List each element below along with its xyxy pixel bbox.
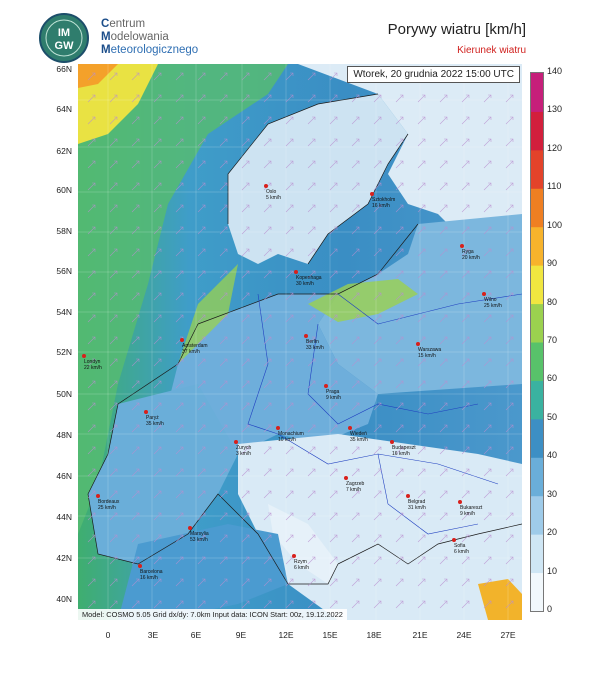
city-dot [144,410,148,414]
city-name: Bukareszt [460,505,483,511]
org-name [101,18,198,57]
colorbar-segment [531,342,543,381]
map-subtitle: Kierunek wiatru [457,45,526,56]
lon-label-9E: 9E [235,630,247,640]
city-gust-value: 16 km/h [372,202,390,209]
colorbar-segment [531,227,543,266]
city-marker-1 [372,198,395,209]
city-name: Londyn [84,359,101,365]
city-gust-value: 35 km/h [350,436,368,443]
city-marker-7 [418,348,441,359]
colorbar-tick-100: 100 [547,219,563,230]
city-gust-value: 16 km/h [140,574,158,581]
colorbar [530,72,544,612]
colorbar-segment [531,111,543,150]
city-dot [452,538,456,542]
city-marker-21 [294,560,309,571]
city-dot [82,354,86,358]
city-gust-value: 15 km/h [418,352,436,359]
city-dot [406,494,410,498]
city-marker-10 [146,416,164,427]
city-marker-15 [346,482,364,493]
city-marker-20 [454,544,469,555]
city-marker-11 [278,432,304,443]
city-name: Ryga [462,249,474,255]
lon-label-3E: 3E [147,630,159,640]
lat-label-48N: 48N [56,430,72,440]
city-dot [304,334,308,338]
city-gust-value: 35 km/h [146,420,164,427]
colorbar-tick-90: 90 [547,258,558,269]
map-canvas [78,64,522,620]
colorbar-segment [531,496,543,535]
logo-text-bottom: GW [54,40,74,52]
city-dot [138,564,142,568]
city-gust-value: 6 km/h [454,548,470,555]
model-info-footer: Model: COSMO 5.05 Grid dx/dy: 7.0km Input data: ICON Start: 00z, 19.12.2022 [78,609,347,620]
city-marker-3 [296,276,322,287]
colorbar-segment [531,380,543,419]
city-dot [96,494,100,498]
city-dot [294,270,298,274]
city-dot [460,244,464,248]
city-name: Paryż [146,415,159,421]
city-marker-18 [460,506,482,517]
city-name: Wiedeń [350,431,367,437]
city-marker-14 [236,446,251,457]
city-name: Zagrzeb [346,481,365,487]
city-marker-22 [140,570,163,581]
city-dot [276,426,280,430]
lon-label-6E: 6E [190,630,202,640]
city-name: Oslo [266,189,277,195]
colorbar-segment [531,457,543,496]
colorbar-tick-140: 140 [547,66,563,76]
city-name: Marsylia [190,531,209,537]
org-logo [38,12,90,64]
city-name: Belgrad [408,499,426,505]
colorbar-segment [531,304,543,343]
city-gust-value: 16 km/h [392,450,410,457]
city-gust-value: 6 km/h [294,564,310,571]
wind-gust-map [78,64,522,620]
city-name: Praga [326,389,340,395]
city-name: Warszawa [418,347,442,353]
org-line1-rest: entrum [109,18,146,30]
city-gust-value: 25 km/h [484,302,502,309]
city-gust-value: 20 km/h [462,254,480,261]
colorbar-segment [531,265,543,304]
org-line2-rest: odelowania [110,31,169,43]
colorbar-ramp [531,73,543,611]
city-dot [188,526,192,530]
org-line2-initial: M [101,31,111,43]
city-dot [234,440,238,444]
colorbar-tick-0: 0 [547,604,553,614]
city-dot [458,500,462,504]
city-name: Bordeaux [98,499,120,505]
city-dot [344,476,348,480]
org-line3-initial: M [101,44,111,56]
city-dot [416,342,420,346]
colorbar-tick-120: 120 [547,142,563,153]
colorbar-tick-50: 50 [547,411,558,422]
city-marker-0 [266,190,281,201]
lat-label-50N: 50N [56,389,72,399]
city-gust-value: 31 km/h [408,504,426,511]
city-marker-17 [408,500,426,511]
lat-label-60N: 60N [56,185,72,195]
lon-label-18E: 18E [366,630,382,640]
city-marker-19 [190,532,209,543]
city-name: Sztokholm [372,197,396,203]
city-name: Wilno [484,297,497,303]
colorbar-tick-30: 30 [547,488,558,499]
city-name: Rzym [294,559,307,565]
city-gust-value: 25 km/h [98,504,116,511]
city-name: Barcelona [140,569,163,575]
lon-label-27E: 27E [500,630,516,640]
lon-label-24E: 24E [456,630,472,640]
city-marker-4 [484,298,502,309]
lon-label-15E: 15E [322,630,338,640]
city-gust-value: 9 km/h [460,510,476,517]
city-dot [390,440,394,444]
city-dot [264,184,268,188]
map-title: Porywy wiatru [km/h] [387,21,526,38]
colorbar-tick-60: 60 [547,373,558,384]
lat-label-54N: 54N [56,307,72,317]
lat-label-40N: 40N [56,594,72,604]
city-dot [292,554,296,558]
logo-text-top: IM [57,27,71,39]
colorbar-tick-110: 110 [547,181,562,192]
city-name: Budapeszt [392,445,416,451]
org-line1-initial: C [101,18,110,30]
city-dot [370,192,374,196]
city-gust-value: 3 km/h [236,450,252,457]
city-dot [348,426,352,430]
city-dot [324,384,328,388]
city-gust-value: 7 km/h [346,486,362,493]
colorbar-tick-40: 40 [547,450,558,461]
city-gust-value: 30 km/h [296,280,314,287]
city-gust-value: 33 km/h [306,344,324,351]
city-name: Berlin [306,339,319,345]
city-marker-8 [84,360,102,371]
city-marker-12 [350,432,368,443]
colorbar-segment [531,150,543,189]
lat-label-62N: 62N [56,146,72,156]
colorbar-tick-70: 70 [547,335,558,345]
lat-label-58N: 58N [56,226,72,236]
city-dot [482,292,486,296]
city-gust-value: 5 km/h [266,194,282,201]
city-marker-16 [98,500,119,511]
city-marker-2 [462,250,480,261]
city-gust-value: 22 km/h [84,364,102,371]
org-line3-rest: eteorologicznego [110,44,199,56]
lat-label-44N: 44N [56,512,72,522]
colorbar-tick-130: 130 [547,104,563,115]
colorbar-tick-20: 20 [547,527,558,538]
colorbar-tick-10: 10 [547,565,558,576]
lat-label-64N: 64N [56,104,72,114]
lat-label-46N: 46N [56,471,72,481]
city-name: Zurych [236,445,252,451]
city-gust-value: 37 km/h [182,348,200,355]
city-marker-5 [182,344,208,355]
lat-label-52N: 52N [56,347,72,357]
lat-label-56N: 56N [56,266,72,276]
city-marker-13 [392,446,416,457]
colorbar-segment [531,188,543,227]
city-name: Monachium [278,431,304,437]
colorbar-segment [531,419,543,458]
lon-label-21E: 21E [412,630,428,640]
city-gust-value: 9 km/h [326,394,342,401]
lon-label-0: 0 [105,630,111,640]
city-marker-9 [326,390,341,401]
city-dot [180,338,184,342]
city-gust-value: 53 km/h [190,536,208,543]
city-name: Amsterdam [182,343,208,349]
colorbar-segment [531,73,543,112]
lat-label-66N: 66N [56,64,72,74]
city-marker-6 [306,340,324,351]
lat-label-42N: 42N [56,553,72,563]
city-name: Sofia [454,543,466,549]
city-gust-value: 10 km/h [278,436,296,443]
lon-label-12E: 12E [278,630,294,640]
colorbar-segment [531,534,543,573]
city-name: Kopenhaga [296,275,322,281]
datetime-label: Wtorek, 20 grudnia 2022 15:00 UTC [347,66,520,83]
colorbar-tick-80: 80 [547,296,558,307]
colorbar-segment [531,573,543,611]
